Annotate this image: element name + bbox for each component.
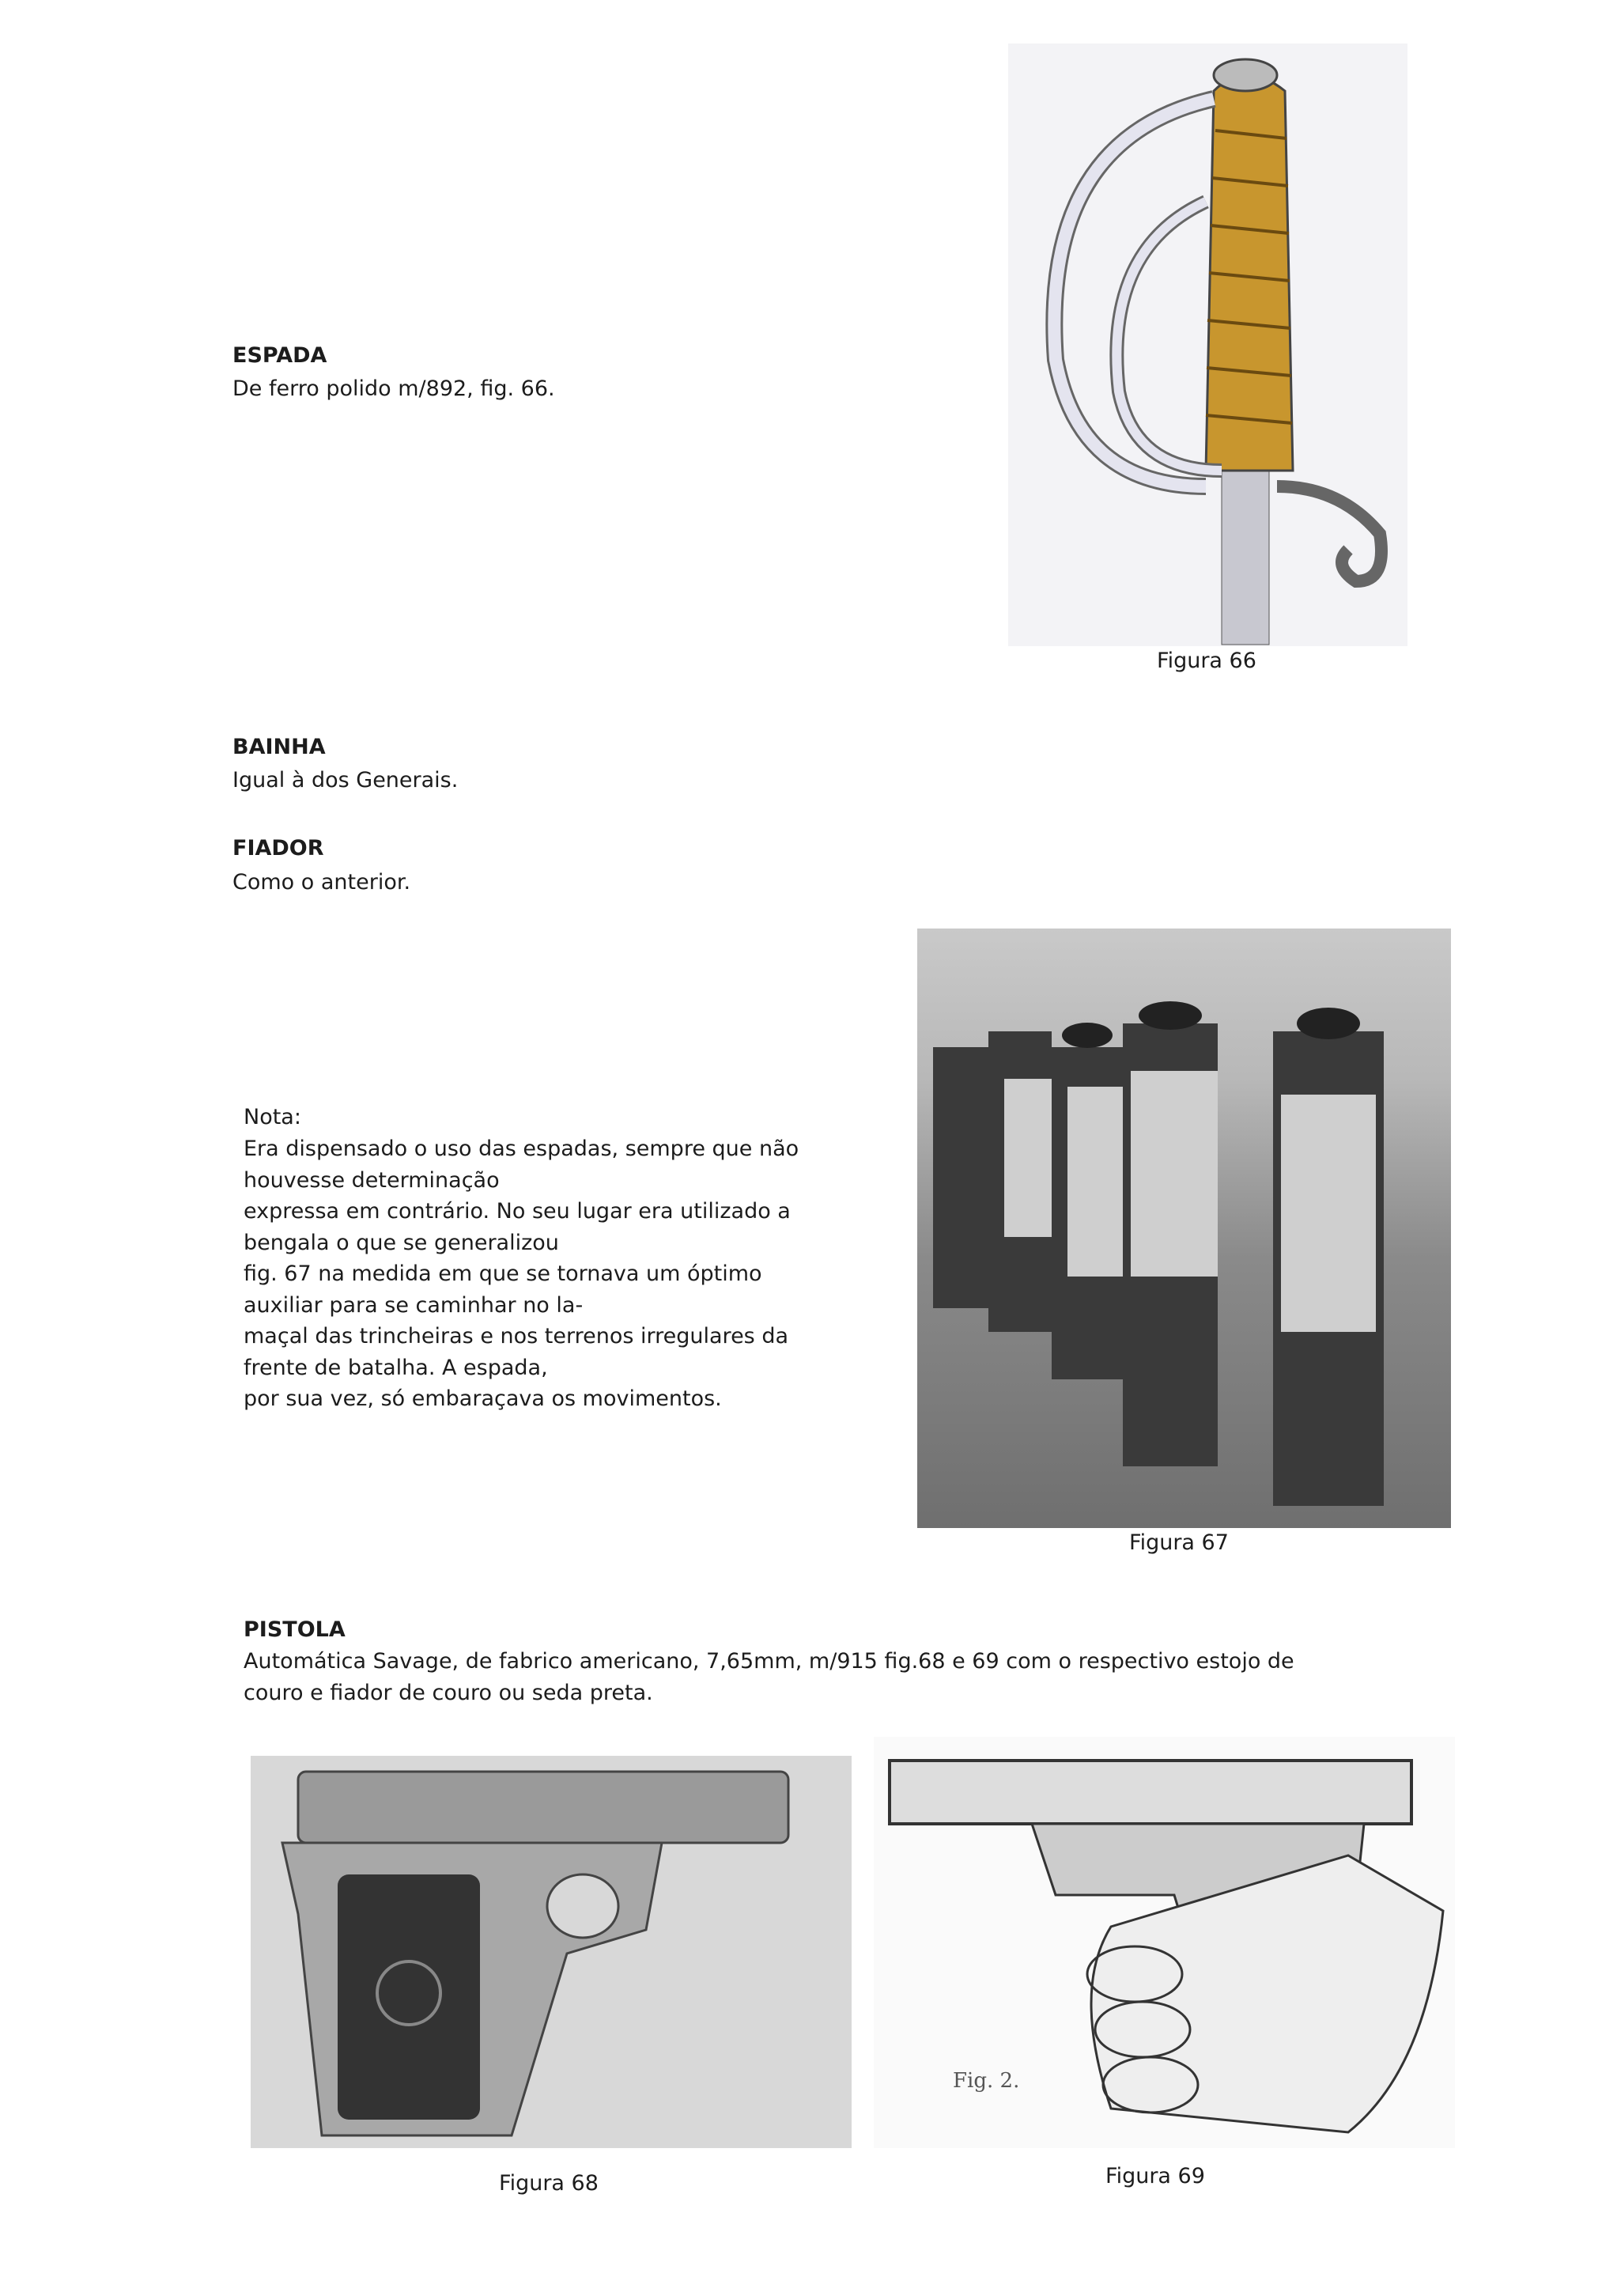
sword-illustration <box>1008 43 1407 646</box>
bainha-text: Igual à dos Generais. <box>232 768 459 792</box>
figure-66-caption: Figura 66 <box>1157 649 1256 673</box>
espada-heading: ESPADA <box>232 343 327 368</box>
nota-line: Era dispensado o uso das espadas, sempre que não <box>244 1137 799 1161</box>
nota-line: bengala o que se generalizou <box>244 1230 559 1255</box>
soldiers-photo <box>917 929 1451 1528</box>
espada-text: De ferro polido m/892, fig. 66. <box>232 376 555 401</box>
fig-2-label: Fig. 2. <box>953 2069 1020 2093</box>
figure-69-caption: Figura 69 <box>1105 2164 1205 2188</box>
figure-68-caption: Figura 68 <box>499 2171 599 2196</box>
pistola-line: couro e fiador de couro ou seda preta. <box>244 1681 653 1705</box>
nota-line: auxiliar para se caminhar no la- <box>244 1292 584 1318</box>
nota-line: frente de batalha. A espada, <box>244 1355 548 1380</box>
nota-heading: Nota: <box>244 1105 301 1129</box>
nota-line: por sua vez, só embaraçava os movimentos. <box>244 1386 722 1411</box>
pistola-line: Automática Savage, de fabrico americano, 7,65mm, m/915 fig.68 e 69 com o respectivo estojo de <box>244 1649 1294 1674</box>
nota-body <box>244 1133 799 1415</box>
nota-line: expressa em contrário. No seu lugar era utilizado a <box>244 1199 791 1224</box>
nota-line: houvesse determinação <box>244 1167 500 1193</box>
pistola-heading: PISTOLA <box>244 1617 346 1642</box>
fiador-text: Como o anterior. <box>232 870 411 895</box>
pistol-in-hand-illustration <box>874 1737 1455 2148</box>
nota-line: fig. 67 na medida em que se tornava um óptimo <box>244 1261 762 1286</box>
figure-67-caption: Figura 67 <box>1129 1530 1229 1555</box>
pistol-photo <box>251 1756 852 2148</box>
nota-line: maçal das trincheiras e nos terrenos irregulares da <box>244 1324 789 1348</box>
fiador-heading: FIADOR <box>232 836 324 861</box>
bainha-heading: BAINHA <box>232 735 326 759</box>
